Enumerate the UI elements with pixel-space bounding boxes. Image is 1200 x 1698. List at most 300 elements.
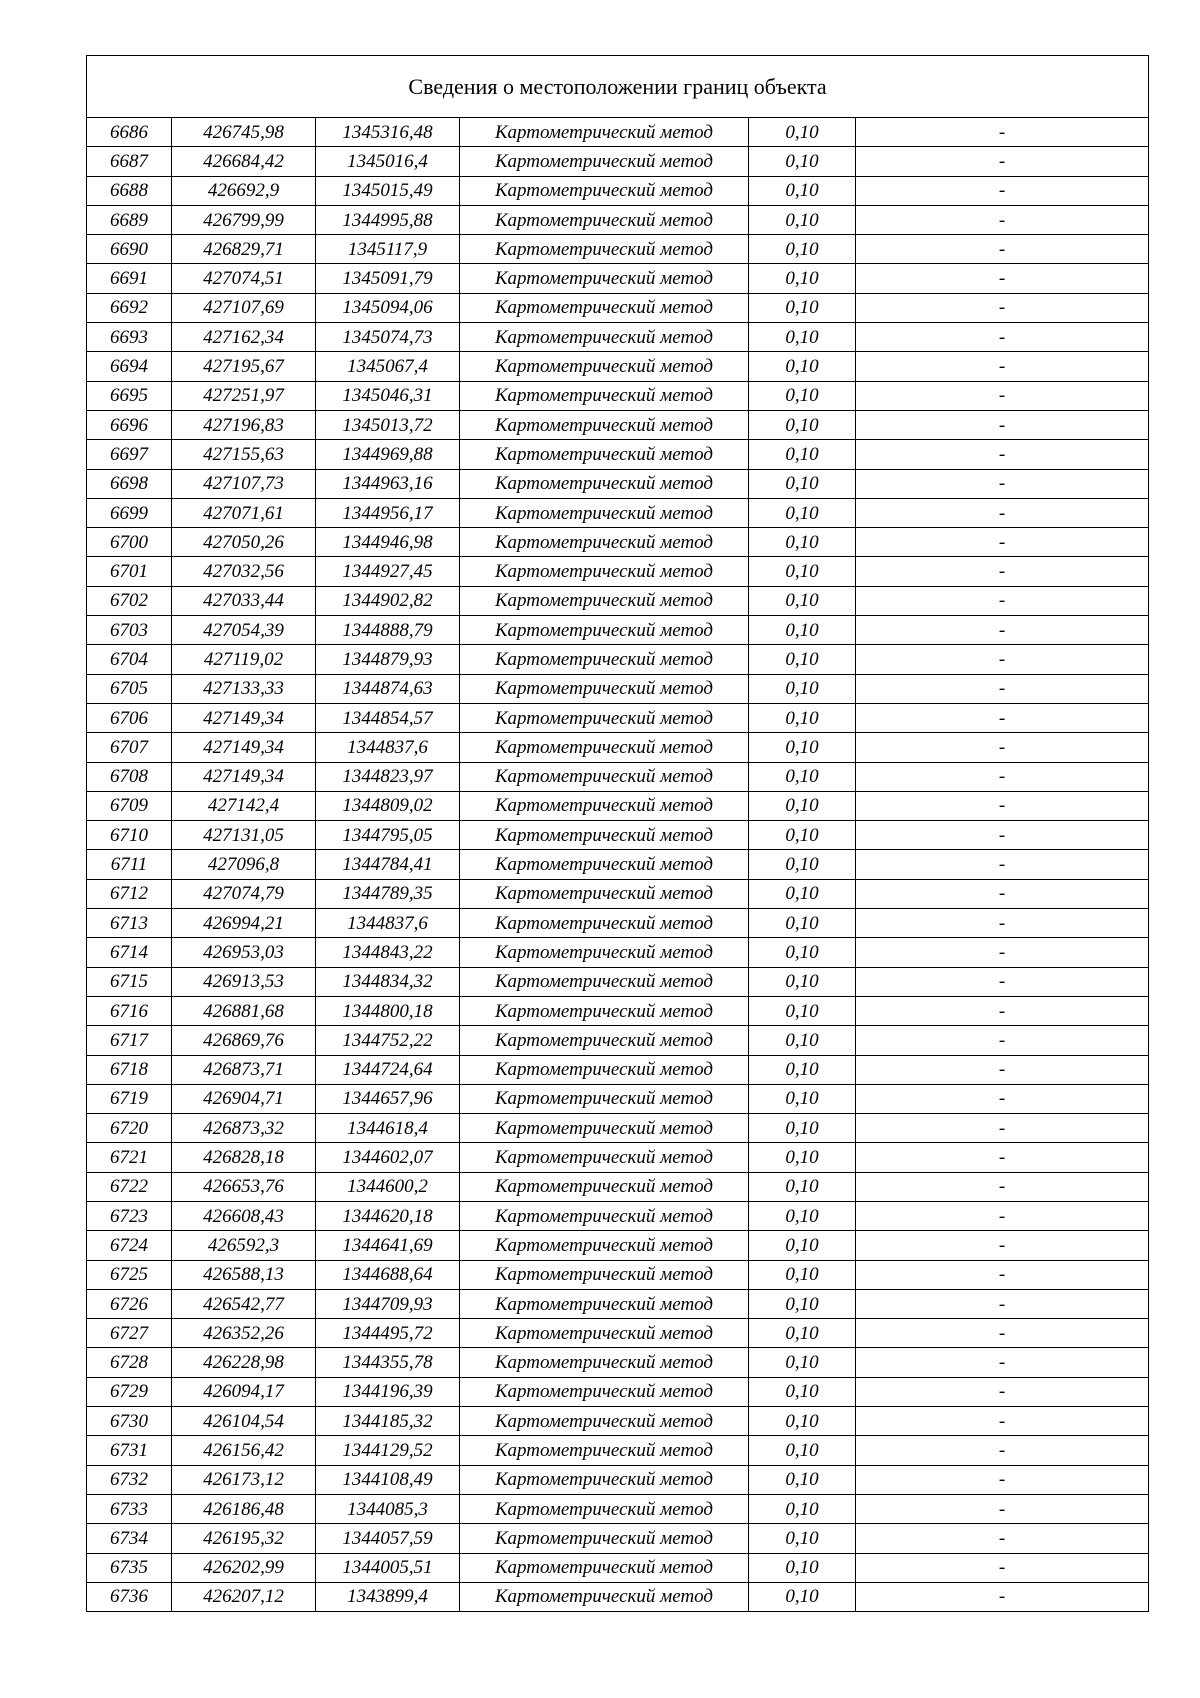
y-coordinate-cell: 1344620,18 — [316, 1201, 460, 1230]
table-row — [87, 791, 1149, 820]
method-cell: Картометрический метод — [460, 440, 749, 469]
description-cell: - — [856, 1055, 1149, 1084]
point-number-cell: 6714 — [87, 938, 172, 967]
y-coordinate-cell: 1344057,59 — [316, 1524, 460, 1553]
table-row — [87, 879, 1149, 908]
description-cell: - — [856, 528, 1149, 557]
description-cell: - — [856, 821, 1149, 850]
y-coordinate-cell: 1344995,88 — [316, 205, 460, 234]
accuracy-cell: 0,10 — [749, 1524, 856, 1553]
x-coordinate-cell: 427155,63 — [172, 440, 316, 469]
point-number-cell: 6706 — [87, 703, 172, 732]
y-coordinate-cell: 1344969,88 — [316, 440, 460, 469]
description-cell: - — [856, 176, 1149, 205]
description-cell: - — [856, 147, 1149, 176]
table-row — [87, 938, 1149, 967]
method-cell: Картометрический метод — [460, 176, 749, 205]
x-coordinate-cell: 427032,56 — [172, 557, 316, 586]
table-row — [87, 1143, 1149, 1172]
description-cell: - — [856, 440, 1149, 469]
point-number-cell: 6729 — [87, 1377, 172, 1406]
table-row — [87, 498, 1149, 527]
table-row — [87, 1436, 1149, 1465]
y-coordinate-cell: 1344355,78 — [316, 1348, 460, 1377]
method-cell: Картометрический метод — [460, 616, 749, 645]
y-coordinate-cell: 1344837,6 — [316, 909, 460, 938]
accuracy-cell: 0,10 — [749, 440, 856, 469]
point-number-cell: 6693 — [87, 323, 172, 352]
table-row — [87, 909, 1149, 938]
description-cell: - — [856, 996, 1149, 1025]
y-coordinate-cell: 1344956,17 — [316, 498, 460, 527]
x-coordinate-cell: 426592,3 — [172, 1231, 316, 1260]
point-number-cell: 6726 — [87, 1289, 172, 1318]
y-coordinate-cell: 1344641,69 — [316, 1231, 460, 1260]
accuracy-cell: 0,10 — [749, 967, 856, 996]
x-coordinate-cell: 426913,53 — [172, 967, 316, 996]
description-cell: - — [856, 1172, 1149, 1201]
accuracy-cell: 0,10 — [749, 1055, 856, 1084]
accuracy-cell: 0,10 — [749, 147, 856, 176]
accuracy-cell: 0,10 — [749, 850, 856, 879]
table-row — [87, 1524, 1149, 1553]
accuracy-cell: 0,10 — [749, 909, 856, 938]
method-cell: Картометрический метод — [460, 118, 749, 147]
table-row — [87, 1201, 1149, 1230]
table-row — [87, 1582, 1149, 1611]
table-row — [87, 762, 1149, 791]
x-coordinate-cell: 426869,76 — [172, 1026, 316, 1055]
point-number-cell: 6736 — [87, 1582, 172, 1611]
description-cell: - — [856, 1348, 1149, 1377]
point-number-cell: 6733 — [87, 1494, 172, 1523]
description-cell: - — [856, 1026, 1149, 1055]
table-row — [87, 293, 1149, 322]
y-coordinate-cell: 1344688,64 — [316, 1260, 460, 1289]
x-coordinate-cell: 427033,44 — [172, 586, 316, 615]
point-number-cell: 6734 — [87, 1524, 172, 1553]
y-coordinate-cell: 1344874,63 — [316, 674, 460, 703]
x-coordinate-cell: 426953,03 — [172, 938, 316, 967]
description-cell: - — [856, 703, 1149, 732]
boundary-points-table — [86, 55, 1149, 1612]
description-cell: - — [856, 909, 1149, 938]
y-coordinate-cell: 1345074,73 — [316, 323, 460, 352]
point-number-cell: 6719 — [87, 1084, 172, 1113]
method-cell: Картометрический метод — [460, 293, 749, 322]
x-coordinate-cell: 426228,98 — [172, 1348, 316, 1377]
description-cell: - — [856, 1201, 1149, 1230]
method-cell: Картометрический метод — [460, 1553, 749, 1582]
point-number-cell: 6695 — [87, 381, 172, 410]
method-cell: Картометрический метод — [460, 1289, 749, 1318]
x-coordinate-cell: 426173,12 — [172, 1465, 316, 1494]
method-cell: Картометрический метод — [460, 1143, 749, 1172]
x-coordinate-cell: 427251,97 — [172, 381, 316, 410]
x-coordinate-cell: 427149,34 — [172, 733, 316, 762]
table-row — [87, 118, 1149, 147]
description-cell: - — [856, 469, 1149, 498]
point-number-cell: 6694 — [87, 352, 172, 381]
x-coordinate-cell: 426692,9 — [172, 176, 316, 205]
table-row — [87, 205, 1149, 234]
accuracy-cell: 0,10 — [749, 938, 856, 967]
description-cell: - — [856, 205, 1149, 234]
y-coordinate-cell: 1344963,16 — [316, 469, 460, 498]
point-number-cell: 6716 — [87, 996, 172, 1025]
y-coordinate-cell: 1345117,9 — [316, 235, 460, 264]
table-row — [87, 147, 1149, 176]
method-cell: Картометрический метод — [460, 586, 749, 615]
accuracy-cell: 0,10 — [749, 1260, 856, 1289]
point-number-cell: 6722 — [87, 1172, 172, 1201]
y-coordinate-cell: 1344709,93 — [316, 1289, 460, 1318]
point-number-cell: 6713 — [87, 909, 172, 938]
x-coordinate-cell: 426156,42 — [172, 1436, 316, 1465]
point-number-cell: 6717 — [87, 1026, 172, 1055]
x-coordinate-cell: 427107,73 — [172, 469, 316, 498]
accuracy-cell: 0,10 — [749, 1026, 856, 1055]
description-cell: - — [856, 381, 1149, 410]
y-coordinate-cell: 1344724,64 — [316, 1055, 460, 1084]
description-cell: - — [856, 352, 1149, 381]
table-row — [87, 1494, 1149, 1523]
table-row — [87, 645, 1149, 674]
accuracy-cell: 0,10 — [749, 176, 856, 205]
point-number-cell: 6689 — [87, 205, 172, 234]
description-cell: - — [856, 118, 1149, 147]
description-cell: - — [856, 1143, 1149, 1172]
point-number-cell: 6690 — [87, 235, 172, 264]
accuracy-cell: 0,10 — [749, 1231, 856, 1260]
method-cell: Картометрический метод — [460, 410, 749, 439]
point-number-cell: 6696 — [87, 410, 172, 439]
method-cell: Картометрический метод — [460, 205, 749, 234]
point-number-cell: 6730 — [87, 1407, 172, 1436]
accuracy-cell: 0,10 — [749, 557, 856, 586]
accuracy-cell: 0,10 — [749, 469, 856, 498]
description-cell: - — [856, 235, 1149, 264]
method-cell: Картометрический метод — [460, 674, 749, 703]
description-cell: - — [856, 1407, 1149, 1436]
point-number-cell: 6704 — [87, 645, 172, 674]
table-title: Сведения о местоположении границ объекта — [87, 56, 1149, 118]
table-row — [87, 967, 1149, 996]
point-number-cell: 6723 — [87, 1201, 172, 1230]
x-coordinate-cell: 426994,21 — [172, 909, 316, 938]
accuracy-cell: 0,10 — [749, 791, 856, 820]
y-coordinate-cell: 1344602,07 — [316, 1143, 460, 1172]
description-cell: - — [856, 264, 1149, 293]
table-row — [87, 850, 1149, 879]
accuracy-cell: 0,10 — [749, 323, 856, 352]
method-cell: Картометрический метод — [460, 1055, 749, 1084]
point-number-cell: 6709 — [87, 791, 172, 820]
method-cell: Картометрический метод — [460, 850, 749, 879]
x-coordinate-cell: 426608,43 — [172, 1201, 316, 1230]
x-coordinate-cell: 426828,18 — [172, 1143, 316, 1172]
accuracy-cell: 0,10 — [749, 1319, 856, 1348]
y-coordinate-cell: 1345046,31 — [316, 381, 460, 410]
accuracy-cell: 0,10 — [749, 118, 856, 147]
method-cell: Картометрический метод — [460, 1348, 749, 1377]
description-cell: - — [856, 1465, 1149, 1494]
accuracy-cell: 0,10 — [749, 1201, 856, 1230]
table-row — [87, 674, 1149, 703]
method-cell: Картометрический метод — [460, 147, 749, 176]
x-coordinate-cell: 426542,77 — [172, 1289, 316, 1318]
y-coordinate-cell: 1344834,32 — [316, 967, 460, 996]
point-number-cell: 6710 — [87, 821, 172, 850]
x-coordinate-cell: 426207,12 — [172, 1582, 316, 1611]
point-number-cell: 6699 — [87, 498, 172, 527]
description-cell: - — [856, 1231, 1149, 1260]
y-coordinate-cell: 1345094,06 — [316, 293, 460, 322]
method-cell: Картометрический метод — [460, 323, 749, 352]
method-cell: Картометрический метод — [460, 528, 749, 557]
description-cell: - — [856, 1289, 1149, 1318]
method-cell: Картометрический метод — [460, 1026, 749, 1055]
method-cell: Картометрический метод — [460, 235, 749, 264]
description-cell: - — [856, 323, 1149, 352]
table-row — [87, 1231, 1149, 1260]
accuracy-cell: 0,10 — [749, 498, 856, 527]
accuracy-cell: 0,10 — [749, 352, 856, 381]
description-cell: - — [856, 879, 1149, 908]
point-number-cell: 6718 — [87, 1055, 172, 1084]
table-row — [87, 1055, 1149, 1084]
description-cell: - — [856, 616, 1149, 645]
x-coordinate-cell: 426195,32 — [172, 1524, 316, 1553]
description-cell: - — [856, 1553, 1149, 1582]
x-coordinate-cell: 426202,99 — [172, 1553, 316, 1582]
x-coordinate-cell: 426881,68 — [172, 996, 316, 1025]
method-cell: Картометрический метод — [460, 791, 749, 820]
method-cell: Картометрический метод — [460, 352, 749, 381]
accuracy-cell: 0,10 — [749, 1084, 856, 1113]
x-coordinate-cell: 426352,26 — [172, 1319, 316, 1348]
point-number-cell: 6728 — [87, 1348, 172, 1377]
table-title-row — [87, 56, 1149, 118]
table-row — [87, 1172, 1149, 1201]
y-coordinate-cell: 1344809,02 — [316, 791, 460, 820]
y-coordinate-cell: 1344618,4 — [316, 1114, 460, 1143]
y-coordinate-cell: 1344879,93 — [316, 645, 460, 674]
accuracy-cell: 0,10 — [749, 879, 856, 908]
y-coordinate-cell: 1344789,35 — [316, 879, 460, 908]
y-coordinate-cell: 1344657,96 — [316, 1084, 460, 1113]
table-row — [87, 557, 1149, 586]
y-coordinate-cell: 1344784,41 — [316, 850, 460, 879]
x-coordinate-cell: 426186,48 — [172, 1494, 316, 1523]
y-coordinate-cell: 1344946,98 — [316, 528, 460, 557]
y-coordinate-cell: 1344843,22 — [316, 938, 460, 967]
y-coordinate-cell: 1344927,45 — [316, 557, 460, 586]
method-cell: Картометрический метод — [460, 498, 749, 527]
table-row — [87, 1084, 1149, 1113]
point-number-cell: 6703 — [87, 616, 172, 645]
description-cell: - — [856, 1260, 1149, 1289]
y-coordinate-cell: 1344600,2 — [316, 1172, 460, 1201]
point-number-cell: 6687 — [87, 147, 172, 176]
method-cell: Картометрический метод — [460, 1524, 749, 1553]
point-number-cell: 6707 — [87, 733, 172, 762]
description-cell: - — [856, 1319, 1149, 1348]
y-coordinate-cell: 1344129,52 — [316, 1436, 460, 1465]
description-cell: - — [856, 1436, 1149, 1465]
method-cell: Картометрический метод — [460, 1114, 749, 1143]
y-coordinate-cell: 1345067,4 — [316, 352, 460, 381]
table-row — [87, 352, 1149, 381]
table-row — [87, 176, 1149, 205]
point-number-cell: 6725 — [87, 1260, 172, 1289]
method-cell: Картометрический метод — [460, 1407, 749, 1436]
table-row — [87, 410, 1149, 439]
method-cell: Картометрический метод — [460, 645, 749, 674]
x-coordinate-cell: 426104,54 — [172, 1407, 316, 1436]
description-cell: - — [856, 791, 1149, 820]
accuracy-cell: 0,10 — [749, 1172, 856, 1201]
accuracy-cell: 0,10 — [749, 1436, 856, 1465]
point-number-cell: 6701 — [87, 557, 172, 586]
method-cell: Картометрический метод — [460, 733, 749, 762]
table-row — [87, 440, 1149, 469]
y-coordinate-cell: 1343899,4 — [316, 1582, 460, 1611]
x-coordinate-cell: 426684,42 — [172, 147, 316, 176]
method-cell: Картометрический метод — [460, 938, 749, 967]
method-cell: Картометрический метод — [460, 381, 749, 410]
point-number-cell: 6705 — [87, 674, 172, 703]
table-row — [87, 1348, 1149, 1377]
method-cell: Картометрический метод — [460, 1582, 749, 1611]
table-row — [87, 323, 1149, 352]
description-cell: - — [856, 967, 1149, 996]
x-coordinate-cell: 427149,34 — [172, 703, 316, 732]
method-cell: Картометрический метод — [460, 1494, 749, 1523]
description-cell: - — [856, 586, 1149, 615]
accuracy-cell: 0,10 — [749, 1377, 856, 1406]
method-cell: Картометрический метод — [460, 469, 749, 498]
point-number-cell: 6711 — [87, 850, 172, 879]
point-number-cell: 6721 — [87, 1143, 172, 1172]
y-coordinate-cell: 1345015,49 — [316, 176, 460, 205]
accuracy-cell: 0,10 — [749, 733, 856, 762]
point-number-cell: 6735 — [87, 1553, 172, 1582]
accuracy-cell: 0,10 — [749, 235, 856, 264]
method-cell: Картометрический метод — [460, 1465, 749, 1494]
table-row — [87, 996, 1149, 1025]
y-coordinate-cell: 1344854,57 — [316, 703, 460, 732]
table-row — [87, 586, 1149, 615]
point-number-cell: 6688 — [87, 176, 172, 205]
method-cell: Картометрический метод — [460, 264, 749, 293]
point-number-cell: 6698 — [87, 469, 172, 498]
x-coordinate-cell: 426588,13 — [172, 1260, 316, 1289]
accuracy-cell: 0,10 — [749, 293, 856, 322]
table-row — [87, 733, 1149, 762]
x-coordinate-cell: 426745,98 — [172, 118, 316, 147]
table-row — [87, 1289, 1149, 1318]
table-row — [87, 703, 1149, 732]
method-cell: Картометрический метод — [460, 557, 749, 586]
x-coordinate-cell: 427074,51 — [172, 264, 316, 293]
description-cell: - — [856, 938, 1149, 967]
point-number-cell: 6702 — [87, 586, 172, 615]
description-cell: - — [856, 557, 1149, 586]
table-row — [87, 1553, 1149, 1582]
table-row — [87, 821, 1149, 850]
point-number-cell: 6720 — [87, 1114, 172, 1143]
x-coordinate-cell: 427196,83 — [172, 410, 316, 439]
y-coordinate-cell: 1344196,39 — [316, 1377, 460, 1406]
description-cell: - — [856, 1582, 1149, 1611]
table-row — [87, 1377, 1149, 1406]
description-cell: - — [856, 762, 1149, 791]
table-row — [87, 469, 1149, 498]
description-cell: - — [856, 850, 1149, 879]
method-cell: Картометрический метод — [460, 1201, 749, 1230]
table-row — [87, 1407, 1149, 1436]
method-cell: Картометрический метод — [460, 1084, 749, 1113]
x-coordinate-cell: 426653,76 — [172, 1172, 316, 1201]
accuracy-cell: 0,10 — [749, 762, 856, 791]
accuracy-cell: 0,10 — [749, 1494, 856, 1523]
x-coordinate-cell: 427162,34 — [172, 323, 316, 352]
x-coordinate-cell: 427142,4 — [172, 791, 316, 820]
method-cell: Картометрический метод — [460, 762, 749, 791]
point-number-cell: 6686 — [87, 118, 172, 147]
method-cell: Картометрический метод — [460, 1231, 749, 1260]
description-cell: - — [856, 498, 1149, 527]
x-coordinate-cell: 426873,71 — [172, 1055, 316, 1084]
y-coordinate-cell: 1344902,82 — [316, 586, 460, 615]
table-row — [87, 381, 1149, 410]
y-coordinate-cell: 1344108,49 — [316, 1465, 460, 1494]
x-coordinate-cell: 427096,8 — [172, 850, 316, 879]
description-cell: - — [856, 1494, 1149, 1523]
accuracy-cell: 0,10 — [749, 381, 856, 410]
table-row — [87, 264, 1149, 293]
accuracy-cell: 0,10 — [749, 1407, 856, 1436]
accuracy-cell: 0,10 — [749, 674, 856, 703]
table-row — [87, 528, 1149, 557]
description-cell: - — [856, 733, 1149, 762]
x-coordinate-cell: 427195,67 — [172, 352, 316, 381]
method-cell: Картометрический метод — [460, 1436, 749, 1465]
accuracy-cell: 0,10 — [749, 410, 856, 439]
table-row — [87, 616, 1149, 645]
accuracy-cell: 0,10 — [749, 821, 856, 850]
table-row — [87, 1114, 1149, 1143]
description-cell: - — [856, 1377, 1149, 1406]
point-number-cell: 6727 — [87, 1319, 172, 1348]
method-cell: Картометрический метод — [460, 967, 749, 996]
accuracy-cell: 0,10 — [749, 586, 856, 615]
x-coordinate-cell: 427071,61 — [172, 498, 316, 527]
accuracy-cell: 0,10 — [749, 616, 856, 645]
y-coordinate-cell: 1345013,72 — [316, 410, 460, 439]
accuracy-cell: 0,10 — [749, 1289, 856, 1318]
point-number-cell: 6712 — [87, 879, 172, 908]
accuracy-cell: 0,10 — [749, 703, 856, 732]
method-cell: Картометрический метод — [460, 1172, 749, 1201]
point-number-cell: 6691 — [87, 264, 172, 293]
accuracy-cell: 0,10 — [749, 264, 856, 293]
y-coordinate-cell: 1344888,79 — [316, 616, 460, 645]
y-coordinate-cell: 1344185,32 — [316, 1407, 460, 1436]
point-number-cell: 6724 — [87, 1231, 172, 1260]
y-coordinate-cell: 1345016,4 — [316, 147, 460, 176]
